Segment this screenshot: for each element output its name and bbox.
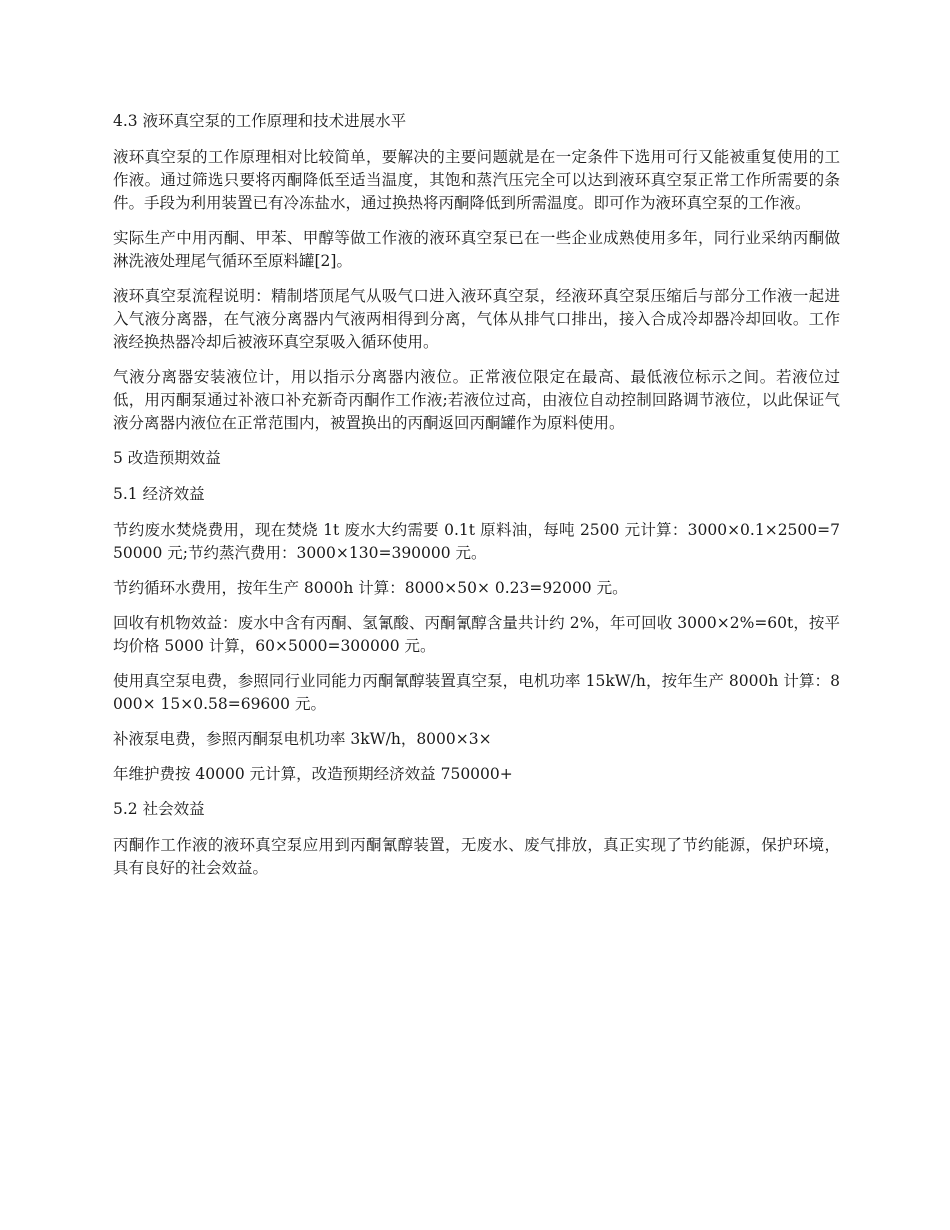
- section-heading-4-3: 4.3 液环真空泵的工作原理和技术进展水平: [113, 112, 407, 130]
- paragraph-social-benefits: 丙酮作工作液的液环真空泵应用到丙酮氰醇装置，无废水、废气排放，真正实现了节约能源，保护环境，具有良好的社会效益。: [113, 836, 840, 877]
- paragraph-vacuum-pump-power: 使用真空泵电费，参照同行业同能力丙酮氰醇装置真空泵，电机功率 15kW/h，按年生产 8000h 计算：8000× 15×0.58=69600 元。: [113, 672, 840, 713]
- paragraph-cooling-water-savings: 节约循环水费用，按年生产 8000h 计算：8000×50× 0.23=92000 元。: [113, 579, 628, 597]
- section-heading-5: 5 改造预期效益: [113, 449, 221, 467]
- paragraph-incineration-savings: 节约废水焚烧费用，现在焚烧 1t 废水大约需要 0.1t 原料油，每吨 2500 元计算：3000×0.1×2500=750000 元;节约蒸汽费用：3000×130=390000 元。: [113, 521, 840, 562]
- paragraph-makeup-pump-power: 补液泵电费，参照丙酮泵电机功率 3kW/h，8000×3×: [113, 730, 492, 748]
- paragraph-maintenance-cost: 年维护费按 40000 元计算，改造预期经济效益 750000+: [113, 765, 513, 783]
- section-heading-5-1: 5.1 经济效益: [113, 485, 205, 503]
- paragraph-process-description: 液环真空泵流程说明：精制塔顶尾气从吸气口进入液环真空泵，经液环真空泵压缩后与部分工作液一起进入气液分离器，在气液分离器内气液两相得到分离，气体从排气口排出，接入合成冷却器冷却回收。工作液经换热器冷却后被液环真空泵吸入循环使用。: [113, 287, 840, 351]
- paragraph-organics-recovery: 回收有机物效益：废水中含有丙酮、氢氰酸、丙酮氰醇含量共计约 2%，年可回收 3000×2%=60t，按平均价格 5000 计算，60×5000=300000 元。: [113, 614, 840, 655]
- paragraph-working-principle: 液环真空泵的工作原理相对比较简单，要解决的主要问题就是在一定条件下选用可行又能被重复使用的工作液。通过筛选只要将丙酮降低至适当温度，其饱和蒸汽压完全可以达到液环真空泵正常工作所需要的条件。手段为利用装置已有冷冻盐水，通过换热将丙酮降低到所需温度。即可作为液环真空泵的工作液。: [113, 148, 840, 212]
- section-heading-5-2: 5.2 社会效益: [113, 800, 205, 818]
- document-body: [113, 110, 840, 892]
- paragraph-industry-practice: 实际生产中用丙酮、甲苯、甲醇等做工作液的液环真空泵已在一些企业成熟使用多年，同行业采纳丙酮做淋洗液处理尾气循环至原料罐[2]。: [113, 229, 840, 270]
- paragraph-level-control: 气液分离器安装液位计，用以指示分离器内液位。正常液位限定在最高、最低液位标示之间。若液位过低，用丙酮泵通过补液口补充新奇丙酮作工作液;若液位过高，由液位自动控制回路调节液位，以此保证气液分离器内液位在正常范围内，被置换出的丙酮返回丙酮罐作为原料使用。: [113, 368, 840, 432]
